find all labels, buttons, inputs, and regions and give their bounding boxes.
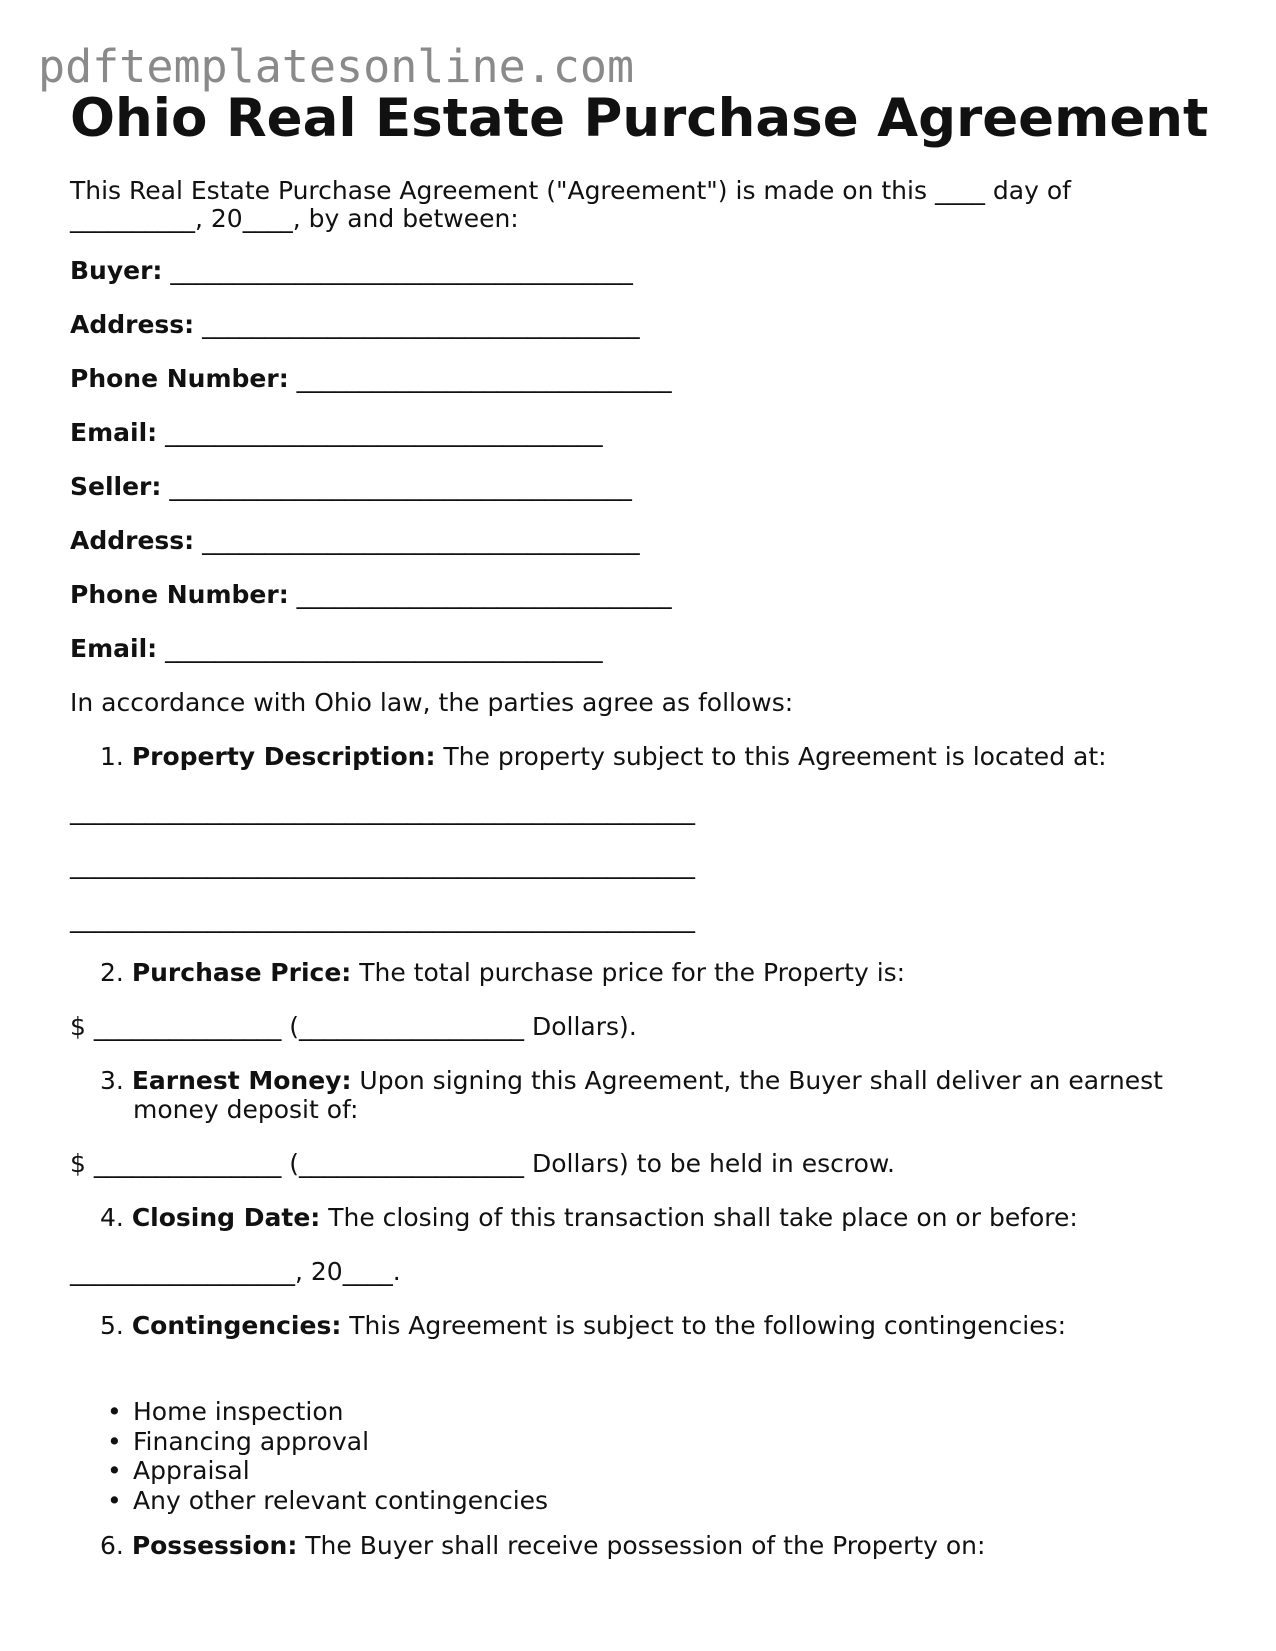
accordance-statement: In accordance with Ohio law, the parties agree as follows: xyxy=(70,688,794,717)
buyer-address-field[interactable] xyxy=(70,310,640,340)
seller-phone-blank[interactable]: ______________________________ xyxy=(296,580,672,609)
closing-date-line[interactable]: __________________, 20____. xyxy=(70,1257,401,1286)
intro-line-1: This Real Estate Purchase Agreement ("Agreement") is made on this ____ day of xyxy=(70,176,1071,205)
section-text: This Agreement is subject to the following contingencies: xyxy=(341,1311,1067,1340)
section-purchase-price xyxy=(100,958,905,988)
list-item-text: Home inspection xyxy=(133,1397,344,1426)
list-item-text: Any other relevant contingencies xyxy=(133,1485,549,1515)
section-text: The Buyer shall receive possession of the Property on: xyxy=(297,1531,986,1560)
buyer-name-label: Buyer: xyxy=(70,256,163,285)
list-item xyxy=(100,1397,548,1427)
watermark: pdftemplatesonline.com xyxy=(38,40,635,93)
list-item xyxy=(100,1427,548,1457)
buyer-address-label: Address: xyxy=(70,310,195,339)
section-heading: Closing Date: xyxy=(131,1203,321,1232)
seller-name-blank[interactable]: _____________________________________ xyxy=(169,472,632,501)
contingencies-list xyxy=(100,1397,548,1515)
section-heading: Contingencies: xyxy=(131,1311,342,1340)
buyer-email-label: Email: xyxy=(70,418,158,447)
section-number: 4. xyxy=(100,1203,124,1232)
section-heading: Possession: xyxy=(131,1531,298,1560)
purchase-price-amount-line[interactable]: $ _______________ (__________________ Dollars). xyxy=(70,1012,637,1041)
property-blank-line-2[interactable]: __________________________________________________ xyxy=(70,850,695,879)
section-closing-date xyxy=(100,1203,1078,1233)
list-item xyxy=(100,1456,548,1486)
buyer-name-field[interactable] xyxy=(70,256,633,286)
buyer-email-blank[interactable]: ___________________________________ xyxy=(165,418,603,447)
seller-email-field[interactable] xyxy=(70,634,603,664)
seller-email-label: Email: xyxy=(70,634,158,663)
section-number: 3. xyxy=(100,1066,124,1095)
buyer-address-blank[interactable]: ___________________________________ xyxy=(202,310,640,339)
seller-phone-field[interactable] xyxy=(70,580,672,610)
section-text: The closing of this transaction shall take place on or before: xyxy=(320,1203,1078,1232)
section-number: 1. xyxy=(100,742,124,771)
section-number: 6. xyxy=(100,1531,124,1560)
section-number: 5. xyxy=(100,1311,124,1340)
section-contingencies xyxy=(100,1311,1066,1341)
bullet-icon: • xyxy=(107,1397,122,1426)
section-text: The property subject to this Agreement is located at: xyxy=(435,742,1107,771)
section-earnest-money-continued: money deposit of: xyxy=(133,1095,359,1124)
property-blank-line-3[interactable]: __________________________________________________ xyxy=(70,904,695,933)
list-item xyxy=(100,1486,548,1516)
section-text: The total purchase price for the Property is: xyxy=(351,958,906,987)
section-property-description xyxy=(100,742,1107,772)
intro-line-2: __________, 20____, by and between: xyxy=(70,204,519,233)
seller-address-field[interactable] xyxy=(70,526,640,556)
list-item-text: Financing approval xyxy=(133,1426,370,1456)
section-possession xyxy=(100,1531,985,1561)
buyer-name-blank[interactable]: _____________________________________ xyxy=(170,256,633,285)
section-heading: Earnest Money: xyxy=(131,1066,352,1095)
seller-address-blank[interactable]: ___________________________________ xyxy=(202,526,640,555)
buyer-email-field[interactable] xyxy=(70,418,603,448)
buyer-phone-label: Phone Number: xyxy=(70,364,289,393)
bullet-icon: • xyxy=(107,1456,122,1485)
buyer-phone-blank[interactable]: ______________________________ xyxy=(296,364,672,393)
seller-address-label: Address: xyxy=(70,526,195,555)
section-earnest-money xyxy=(100,1066,1163,1096)
earnest-money-amount-line[interactable]: $ _______________ (__________________ Dollars) to be held in escrow. xyxy=(70,1149,895,1178)
list-item-text: Appraisal xyxy=(133,1456,250,1485)
bullet-icon: • xyxy=(107,1426,122,1456)
property-blank-line-1[interactable]: __________________________________________________ xyxy=(70,796,695,825)
seller-name-field[interactable] xyxy=(70,472,632,502)
section-heading: Purchase Price: xyxy=(131,958,352,987)
section-text: Upon signing this Agreement, the Buyer shall deliver an earnest xyxy=(351,1066,1163,1095)
seller-email-blank[interactable]: ___________________________________ xyxy=(165,634,603,663)
buyer-phone-field[interactable] xyxy=(70,364,672,394)
section-heading: Property Description: xyxy=(131,742,436,771)
bullet-icon: • xyxy=(107,1485,122,1515)
page-title: Ohio Real Estate Purchase Agreement xyxy=(70,88,1209,149)
seller-name-label: Seller: xyxy=(70,472,162,501)
seller-phone-label: Phone Number: xyxy=(70,580,289,609)
section-number: 2. xyxy=(100,958,124,987)
